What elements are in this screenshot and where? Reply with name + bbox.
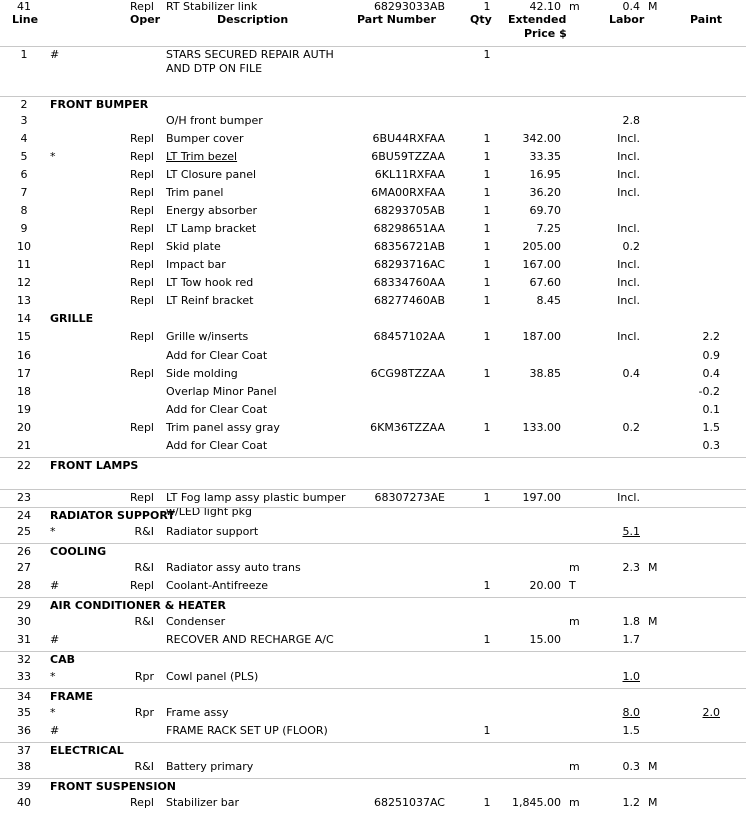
line-number: 29 — [17, 599, 31, 612]
part-number: 68307273AE — [374, 491, 445, 504]
section-heading: FRONT SUSPENSION — [50, 780, 177, 793]
quantity: 1 — [483, 132, 491, 145]
line-number: 1 — [20, 48, 28, 61]
quantity: 1 — [483, 168, 491, 181]
labor-hours: Incl. — [617, 491, 640, 504]
description: Radiator assy auto trans — [166, 561, 301, 574]
operation: R&I — [134, 525, 154, 538]
operation: Repl — [130, 367, 154, 380]
labor-hours: Incl. — [617, 150, 640, 163]
line-number: 38 — [17, 760, 31, 773]
labor-hours: Incl. — [617, 258, 640, 271]
col-qty: Qty — [470, 13, 492, 26]
description: Bumper cover — [166, 132, 244, 145]
line-number: 3 — [20, 114, 28, 127]
operation: R&I — [134, 760, 154, 773]
description: FRAME RACK SET UP (FLOOR) — [166, 724, 328, 737]
line-number: 25 — [17, 525, 31, 538]
labor-flag: M — [648, 796, 658, 809]
part-number: 68293705AB — [373, 204, 445, 217]
line-number: 36 — [17, 724, 31, 737]
description: LT Trim bezel — [166, 150, 238, 163]
labor-hours: 5.1 — [622, 525, 640, 538]
section-row — [0, 651, 746, 666]
quantity: 1 — [483, 186, 491, 199]
line-number: 14 — [17, 312, 31, 325]
line-marker: * — [50, 706, 56, 719]
operation: Repl — [130, 222, 154, 235]
line-number: 22 — [17, 459, 31, 472]
col-oper: Oper — [130, 13, 161, 26]
quantity: 1 — [483, 724, 491, 737]
section-row — [0, 543, 746, 558]
line-marker: # — [50, 48, 60, 61]
operation: Repl — [130, 258, 154, 271]
labor-hours: 0.2 — [622, 240, 640, 253]
section-row — [0, 742, 746, 757]
extended-price: 69.70 — [529, 204, 561, 217]
extended-price: 42.10 — [529, 0, 561, 13]
section-heading: FRONT LAMPS — [50, 459, 139, 472]
extended-price: 67.60 — [529, 276, 561, 289]
operation: R&I — [134, 561, 154, 574]
line-number: 11 — [17, 258, 31, 271]
part-number: 6BU59TZZAA — [371, 150, 445, 163]
line-number: 21 — [17, 439, 31, 452]
paint-hours: 0.1 — [702, 403, 720, 416]
operation: Repl — [130, 796, 154, 809]
description: LT Reinf bracket — [166, 294, 254, 307]
part-number: 68457102AA — [373, 330, 445, 343]
line-marker: # — [50, 579, 60, 592]
description: Coolant-Antifreeze — [166, 579, 269, 592]
quantity: 1 — [483, 491, 491, 504]
operation: Repl — [130, 150, 154, 163]
labor-hours: Incl. — [617, 294, 640, 307]
line-number: 4 — [20, 132, 28, 145]
section-heading: FRAME — [50, 690, 93, 703]
labor-hours: 1.5 — [622, 724, 640, 737]
description: Grille w/inserts — [166, 330, 249, 343]
line-number: 26 — [17, 545, 31, 558]
extended-price: 20.00 — [529, 579, 561, 592]
line-number: 12 — [17, 276, 31, 289]
description: Add for Clear Coat — [166, 439, 268, 452]
extended-price: 8.45 — [536, 294, 561, 307]
description: Side molding — [166, 367, 238, 380]
price-flag: m — [569, 0, 580, 13]
quantity: 1 — [483, 48, 491, 61]
extended-price: 15.00 — [529, 633, 561, 646]
description: Impact bar — [166, 258, 226, 271]
section-heading: COOLING — [50, 545, 107, 558]
line-number: 35 — [17, 706, 31, 719]
price-flag: m — [569, 615, 580, 628]
col-part-number: Part Number — [357, 13, 436, 26]
col-line: Line — [12, 13, 39, 26]
extended-price: 7.25 — [536, 222, 561, 235]
quantity: 1 — [483, 0, 491, 13]
quantity: 1 — [483, 294, 491, 307]
description: Overlap Minor Panel — [166, 385, 277, 398]
description: Trim panel — [166, 186, 224, 199]
line-number: 40 — [17, 796, 31, 809]
section-heading: FRONT BUMPER — [50, 98, 149, 111]
paint-hours: 2.2 — [702, 330, 720, 343]
operation: Rpr — [134, 706, 154, 719]
quantity: 1 — [483, 222, 491, 235]
price-flag: m — [569, 796, 580, 809]
labor-hours: 0.2 — [622, 421, 640, 434]
operation: Repl — [130, 579, 154, 592]
labor-hours: Incl. — [617, 276, 640, 289]
description: Cowl panel (PLS) — [166, 670, 259, 683]
price-flag: m — [569, 561, 580, 574]
line-number: 6 — [20, 168, 28, 181]
labor-flag: M — [648, 0, 658, 13]
part-number: 6CG98TZZAA — [370, 367, 445, 380]
part-number: 6KM36TZZAA — [370, 421, 445, 434]
labor-hours: 2.8 — [622, 114, 640, 127]
quantity: 1 — [483, 330, 491, 343]
operation: Repl — [130, 421, 154, 434]
extended-price: 133.00 — [522, 421, 561, 434]
part-number: 68293716AC — [373, 258, 445, 271]
labor-hours: 8.0 — [622, 706, 640, 719]
description: RECOVER AND RECHARGE A/C — [166, 633, 334, 646]
labor-hours: 0.3 — [622, 760, 640, 773]
part-number: 68334760AA — [373, 276, 445, 289]
description-continued: w/LED light pkg — [166, 505, 252, 518]
col-labor: Labor — [609, 13, 645, 26]
description: Battery primary — [166, 760, 254, 773]
section-heading: RADIATOR SUPPORT — [50, 509, 175, 522]
description: Frame assy — [166, 706, 229, 719]
line-number: 2 — [20, 98, 28, 111]
line-marker: * — [50, 670, 56, 683]
section-heading: GRILLE — [50, 312, 94, 325]
description: Add for Clear Coat — [166, 349, 268, 362]
part-number: 68293033AB — [373, 0, 445, 13]
col-paint: Paint — [690, 13, 723, 26]
line-number: 15 — [17, 330, 31, 343]
line-number: 34 — [17, 690, 31, 703]
extended-price: 342.00 — [522, 132, 561, 145]
line-number: 10 — [17, 240, 31, 253]
line-number: 13 — [17, 294, 31, 307]
section-row — [0, 778, 746, 793]
quantity: 1 — [483, 579, 491, 592]
operation: Repl — [130, 491, 154, 504]
part-number: 6KL11RXFAA — [374, 168, 445, 181]
col-price: Price $ — [524, 27, 567, 40]
quantity: 1 — [483, 204, 491, 217]
line-number: 33 — [17, 670, 31, 683]
description: LT Lamp bracket — [166, 222, 257, 235]
operation: Repl — [130, 276, 154, 289]
description: RT Stabilizer link — [166, 0, 258, 13]
quantity: 1 — [483, 796, 491, 809]
description: O/H front bumper — [166, 114, 263, 127]
line-marker: # — [50, 633, 60, 646]
operation: Repl — [130, 240, 154, 253]
extended-price: 205.00 — [522, 240, 561, 253]
description: Condenser — [166, 615, 226, 628]
section-heading: ELECTRICAL — [50, 744, 124, 757]
operation: Repl — [130, 204, 154, 217]
operation: Repl — [130, 132, 154, 145]
labor-hours: Incl. — [617, 330, 640, 343]
line-number: 20 — [17, 421, 31, 434]
part-number: 68277460AB — [373, 294, 445, 307]
section-row — [0, 688, 746, 703]
section-heading: CAB — [50, 653, 75, 666]
description: Stabilizer bar — [166, 796, 239, 809]
part-number: 6BU44RXFAA — [372, 132, 445, 145]
operation: Repl — [130, 294, 154, 307]
labor-hours: 1.0 — [622, 670, 640, 683]
section-row — [0, 597, 746, 612]
labor-flag: M — [648, 615, 658, 628]
description: Energy absorber — [166, 204, 257, 217]
part-number: 68298651AA — [373, 222, 445, 235]
operation: Rpr — [134, 670, 154, 683]
line-number: 39 — [17, 780, 31, 793]
line-number: 23 — [17, 491, 31, 504]
quantity: 1 — [483, 276, 491, 289]
labor-hours: Incl. — [617, 222, 640, 235]
extended-price: 167.00 — [522, 258, 561, 271]
description-continued: AND DTP ON FILE — [166, 62, 263, 75]
paint-hours: 1.5 — [702, 421, 720, 434]
line-number: 27 — [17, 561, 31, 574]
labor-flag: M — [648, 760, 658, 773]
line-number: 5 — [20, 150, 28, 163]
line-number: 37 — [17, 744, 31, 757]
line-marker: # — [50, 724, 60, 737]
part-number: 68251037AC — [373, 796, 445, 809]
description: STARS SECURED REPAIR AUTH — [166, 48, 334, 61]
labor-flag: M — [648, 561, 658, 574]
line-number: 31 — [17, 633, 31, 646]
description: Trim panel assy gray — [166, 421, 280, 434]
operation: Repl — [130, 186, 154, 199]
paint-hours: -0.2 — [698, 385, 720, 398]
description: LT Tow hook red — [166, 276, 254, 289]
extended-price: 1,845.00 — [512, 796, 561, 809]
labor-hours: Incl. — [617, 132, 640, 145]
extended-price: 38.85 — [529, 367, 561, 380]
labor-hours: 1.2 — [622, 796, 640, 809]
col-extended: Extended — [508, 13, 567, 26]
extended-price: 197.00 — [522, 491, 561, 504]
paint-hours: 2.0 — [702, 706, 720, 719]
section-row — [0, 457, 746, 472]
line-number: 7 — [20, 186, 28, 199]
price-flag: m — [569, 760, 580, 773]
table-row — [0, 46, 746, 75]
labor-hours: 0.4 — [622, 0, 640, 13]
description: Skid plate — [166, 240, 221, 253]
quantity: 1 — [483, 633, 491, 646]
line-number: 18 — [17, 385, 31, 398]
description: Add for Clear Coat — [166, 403, 268, 416]
labor-hours: 0.4 — [622, 367, 640, 380]
description: LT Closure panel — [166, 168, 257, 181]
line-number: 41 — [17, 0, 31, 13]
extended-price: 187.00 — [522, 330, 561, 343]
quantity: 1 — [483, 150, 491, 163]
quantity: 1 — [483, 240, 491, 253]
line-number: 9 — [20, 222, 28, 235]
price-flag: T — [569, 579, 576, 592]
labor-hours: 1.8 — [622, 615, 640, 628]
paint-hours: 0.4 — [702, 367, 720, 380]
line-number: 16 — [17, 349, 31, 362]
labor-hours: 2.3 — [622, 561, 640, 574]
quantity: 1 — [483, 258, 491, 271]
labor-hours: 1.7 — [622, 633, 640, 646]
labor-hours: Incl. — [617, 168, 640, 181]
line-number: 32 — [17, 653, 31, 666]
line-number: 30 — [17, 615, 31, 628]
part-number: 68356721AB — [373, 240, 445, 253]
extended-price: 33.35 — [529, 150, 561, 163]
operation: R&I — [134, 615, 154, 628]
line-marker: * — [50, 150, 56, 163]
line-number: 8 — [20, 204, 28, 217]
paint-hours: 0.9 — [702, 349, 720, 362]
operation: Repl — [130, 330, 154, 343]
extended-price: 36.20 — [529, 186, 561, 199]
operation: Repl — [130, 0, 154, 13]
operation: Repl — [130, 168, 154, 181]
line-number: 28 — [17, 579, 31, 592]
extended-price: 16.95 — [529, 168, 561, 181]
quantity: 1 — [483, 367, 491, 380]
line-number: 19 — [17, 403, 31, 416]
description: Radiator support — [166, 525, 259, 538]
col-description: Description — [217, 13, 289, 26]
paint-hours: 0.3 — [702, 439, 720, 452]
line-number: 17 — [17, 367, 31, 380]
part-number: 6MA00RXFAA — [371, 186, 445, 199]
labor-hours: Incl. — [617, 186, 640, 199]
line-number: 24 — [17, 509, 31, 522]
line-marker: * — [50, 525, 56, 538]
section-row — [0, 96, 746, 111]
section-heading: AIR CONDITIONER & HEATER — [50, 599, 227, 612]
quantity: 1 — [483, 421, 491, 434]
description: LT Fog lamp assy plastic bumper — [166, 491, 346, 504]
